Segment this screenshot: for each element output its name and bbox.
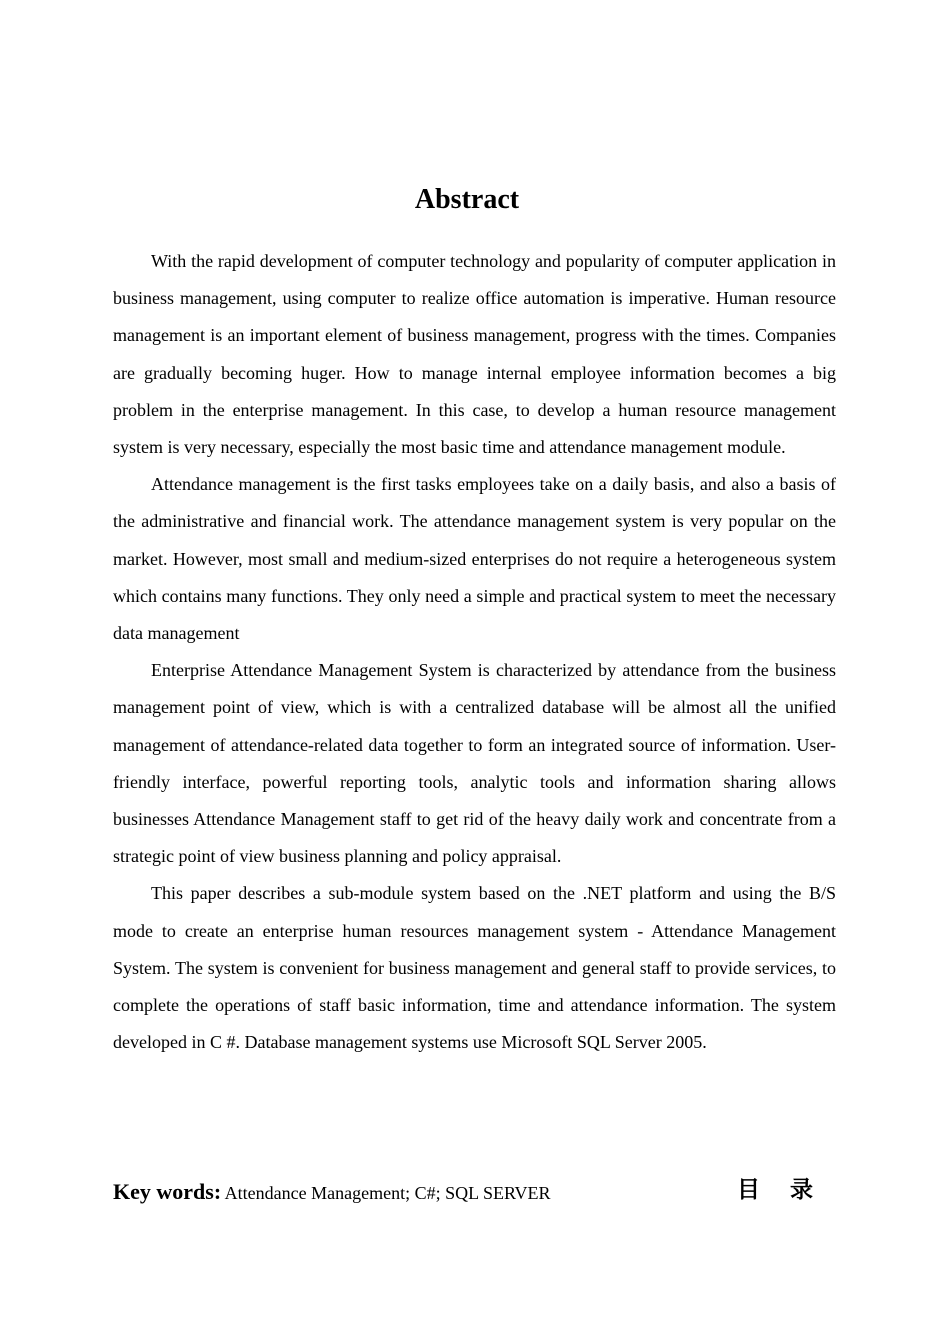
toc-heading: 目 录 <box>737 1177 825 1203</box>
abstract-body <box>113 243 836 1061</box>
abstract-paragraph-4: This paper describes a sub-module system based on the .NET platform and using the B/S mode to create an enterprise human resources management system - Attendance Management System. The system is convenient for business management and general staff to provide services, to complete the operations of staff basic information, time and attendance information. The system developed in C #. Database management systems use Microsoft SQL Server 2005. <box>113 883 836 1053</box>
keywords-line <box>113 1174 551 1211</box>
abstract-title: Abstract <box>414 184 520 215</box>
abstract-paragraph-2: Attendance management is the first tasks employees take on a daily basis, and also a basis of the administrative and financial work. The attendance management system is very popular on the market. However, most small and medium-sized enterprises do not require a heterogeneous system which contains many functions. They only need a simple and practical system to meet the necessary data management <box>113 474 836 644</box>
keywords-label: Key words: <box>113 1179 222 1204</box>
keywords-value: Attendance Management; C#; SQL SERVER <box>224 1183 551 1203</box>
abstract-paragraph-1: With the rapid development of computer technology and popularity of computer application in business management, using computer to realize office automation is imperative. Human resource management is an important element of business management, progress with the times. Companies are gradually becoming huger. How to manage internal employee information becomes a big problem in the enterprise management. In this case, to develop a human resource management system is very necessary, especially the most basic time and attendance management module. <box>113 251 836 458</box>
abstract-paragraph-3: Enterprise Attendance Management System is characterized by attendance from the business management point of view, which is with a centralized database will be almost all the unified management of attendance-related data together to form an integrated source of information. User-friendly interface, powerful reporting tools, analytic tools and information sharing allows businesses Attendance Management staff to get rid of the heavy daily work and concentrate from a strategic point of view business planning and policy appraisal. <box>113 660 836 867</box>
